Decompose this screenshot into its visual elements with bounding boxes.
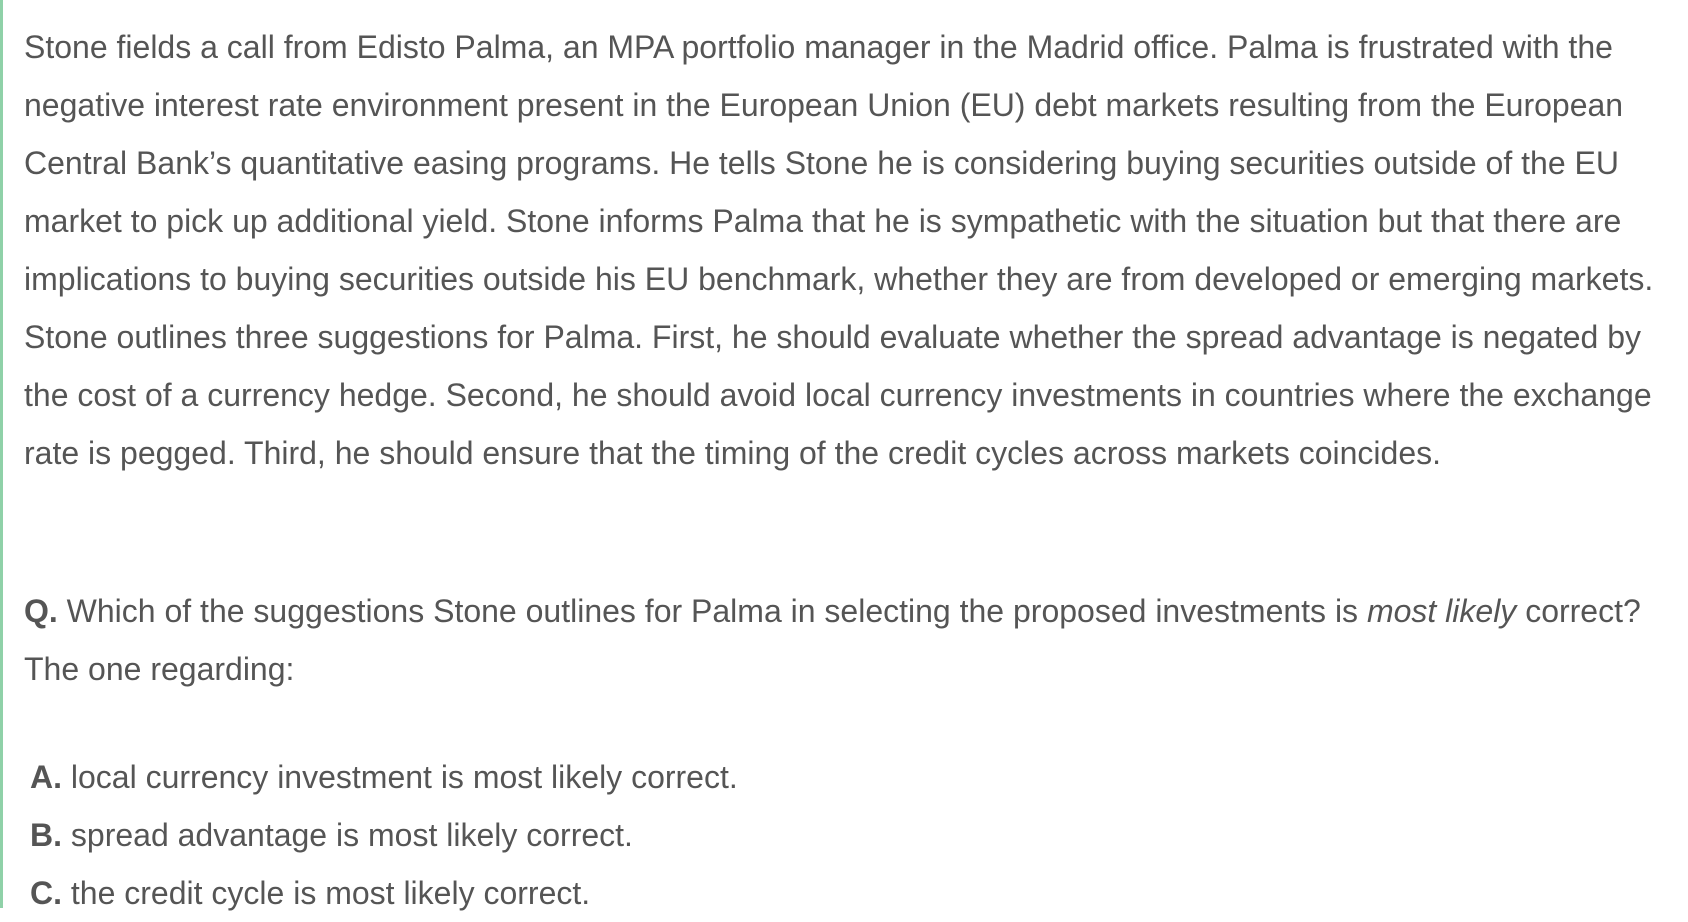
answer-options [24,748,1674,922]
answer-option-a[interactable] [30,748,1674,806]
answer-option-b[interactable] [30,806,1674,864]
question-label: Q. [24,593,58,629]
option-text: spread advantage is most likely correct. [62,817,633,853]
left-accent-border [0,0,3,908]
question-content [24,18,1674,922]
option-letter: B. [30,817,62,853]
option-letter: A. [30,759,62,795]
option-text: the credit cycle is most likely correct. [62,875,591,911]
option-text: local currency investment is most likely correct. [62,759,738,795]
answer-option-c[interactable] [30,864,1674,922]
question-stem [24,582,1674,698]
question-text-before: Which of the suggestions Stone outlines for Palma in selecting the proposed investments is [57,593,1367,629]
option-letter: C. [30,875,62,911]
question-emphasis: most likely [1366,593,1517,629]
case-passage: Stone fields a call from Edisto Palma, an MPA portfolio manager in the Madrid office. Palma is frustrated with the negative interest rate environment present in the European Union (EU) debt markets resulting from the European Central Bank’s quantitative easing programs. He tells Stone he is considering buying securities outside of the EU market to pick up additional yield. Stone informs Palma that he is sympathetic with the situation but that there are implications to buying securities outside his EU benchmark, whether they are from developed or emerging markets. Stone outlines three suggestions for Palma. First, he should evaluate whether the spread advantage is negated by the cost of a currency hedge. Second, he should avoid local currency investments in countries where the exchange rate is pegged. Third, he should ensure that the timing of the credit cycles across markets coincides. [24,29,1654,471]
question-text-after: correct? The one regarding: [24,593,1641,687]
